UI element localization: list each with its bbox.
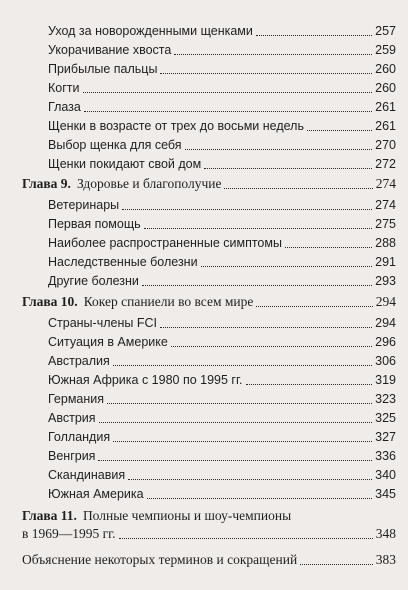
chapter-title: Полные чемпионы и шоу-чемпионы	[82, 508, 292, 523]
entry-page: 319	[375, 373, 396, 387]
toc-entry	[48, 197, 396, 213]
chapter-heading	[22, 176, 396, 192]
toc-entry	[48, 467, 396, 483]
entry-title: Голландия	[48, 430, 111, 444]
chapter-label: Глава 9.	[22, 176, 71, 191]
dot-leader	[107, 402, 372, 404]
dot-leader	[160, 326, 372, 328]
dot-leader	[160, 72, 372, 74]
dot-leader	[144, 227, 372, 229]
entry-title: Первая помощь	[48, 217, 141, 231]
chapter-label: Глава 10.	[22, 294, 78, 309]
entry-title: Южная Америка	[48, 487, 144, 501]
dot-leader	[300, 563, 373, 565]
toc-entry	[48, 118, 396, 134]
entry-title: Венгрия	[48, 449, 96, 463]
toc-entry	[48, 486, 396, 502]
dot-leader	[201, 265, 373, 267]
entry-title: Наиболее распространенные симптомы	[48, 236, 282, 250]
entry-page: 336	[375, 449, 396, 463]
toc-entry	[48, 273, 396, 289]
entry-title: Когти	[48, 81, 80, 95]
entry-page: 345	[375, 487, 396, 501]
entry-page: 293	[375, 274, 396, 288]
entry-title: Страны-члены FCI	[48, 316, 157, 330]
entry-page: 383	[375, 552, 396, 567]
chapter-page: 348	[375, 526, 396, 541]
entry-title: Другие болезни	[48, 274, 139, 288]
toc-entry	[48, 42, 396, 58]
entry-title: Скандинавия	[48, 468, 126, 482]
chapter-page: 294	[375, 294, 396, 309]
entry-title: Ситуация в Америке	[48, 335, 168, 349]
dot-leader	[256, 305, 372, 307]
entry-title: Укорачивание хвоста	[48, 43, 172, 57]
entry-page: 275	[375, 217, 396, 231]
chapter-label: Глава 11.	[22, 508, 77, 523]
entry-title: Южная Африка с 1980 по 1995 гг.	[48, 373, 243, 387]
entry-page: 260	[375, 81, 396, 95]
entry-page: 257	[375, 24, 396, 38]
entry-page: 291	[375, 255, 396, 269]
dot-leader	[256, 34, 372, 36]
dot-leader	[224, 187, 372, 189]
dot-leader	[84, 110, 372, 112]
dot-leader	[171, 345, 372, 347]
toc-entry	[48, 334, 396, 350]
dot-leader	[142, 284, 372, 286]
entry-title: Объяснение некоторых терминов и сокращений	[22, 552, 298, 567]
entry-title: Германия	[48, 392, 105, 406]
dot-leader	[122, 208, 372, 210]
entry-page: 261	[375, 100, 396, 114]
toc-entry	[48, 315, 396, 331]
chapter-title-continued: в 1969—1995 гг.	[22, 526, 116, 541]
toc-entry	[48, 61, 396, 77]
dot-leader	[83, 91, 373, 93]
dot-leader	[246, 383, 373, 385]
entry-page: 259	[375, 43, 396, 57]
entry-page: 261	[375, 119, 396, 133]
entry-page: 294	[375, 316, 396, 330]
entry-page: 306	[375, 354, 396, 368]
entry-title: Уход за новорожденными щенками	[48, 24, 253, 38]
toc-entry	[48, 353, 396, 369]
entry-page: 274	[375, 198, 396, 212]
dot-leader	[307, 129, 372, 131]
entry-title: Прибылые пальцы	[48, 62, 158, 76]
toc-entry	[48, 216, 396, 232]
toc-entry	[48, 254, 396, 270]
dot-leader	[98, 459, 372, 461]
entry-title: Щенки покидают свой дом	[48, 157, 202, 171]
toc-entry	[48, 156, 396, 172]
entry-page: 288	[375, 236, 396, 250]
entry-title: Глаза	[48, 100, 81, 114]
entry-page: 325	[375, 411, 396, 425]
entry-page: 296	[375, 335, 396, 349]
entry-page: 340	[375, 468, 396, 482]
dot-leader	[119, 537, 373, 539]
dot-leader	[174, 53, 372, 55]
toc-entry	[48, 429, 396, 445]
dot-leader	[99, 421, 373, 423]
entry-title: Выбор щенка для себя	[48, 138, 182, 152]
entry-title: Австрия	[48, 411, 96, 425]
toc-entry	[48, 372, 396, 388]
entry-title: Австралия	[48, 354, 110, 368]
dot-leader	[147, 497, 373, 499]
entry-page: 323	[375, 392, 396, 406]
entry-page: 270	[375, 138, 396, 152]
chapter-page: 274	[375, 176, 396, 191]
entry-title: Щенки в возрасте от трех до восьми недель	[48, 119, 304, 133]
toc-entry	[48, 80, 396, 96]
chapter-title: Здоровье и благополучие	[76, 176, 222, 191]
toc-entry	[48, 391, 396, 407]
toc-entry	[48, 410, 396, 426]
dot-leader	[128, 478, 372, 480]
toc-entry	[48, 137, 396, 153]
dot-leader	[285, 246, 372, 248]
glossary-entry	[22, 552, 396, 568]
entry-page: 272	[375, 157, 396, 171]
entry-title: Наследственные болезни	[48, 255, 198, 269]
dot-leader	[113, 364, 372, 366]
dot-leader	[113, 440, 372, 442]
chapter-heading	[22, 294, 396, 310]
toc-entry	[48, 99, 396, 115]
entry-page: 260	[375, 62, 396, 76]
entry-page: 327	[375, 430, 396, 444]
chapter-heading	[22, 508, 396, 542]
toc-entry	[48, 235, 396, 251]
toc-entry	[48, 23, 396, 39]
entry-title: Ветеринары	[48, 198, 120, 212]
toc-entry	[48, 448, 396, 464]
dot-leader	[185, 148, 373, 150]
chapter-title: Кокер спаниели во всем мире	[83, 294, 254, 309]
dot-leader	[204, 167, 372, 169]
